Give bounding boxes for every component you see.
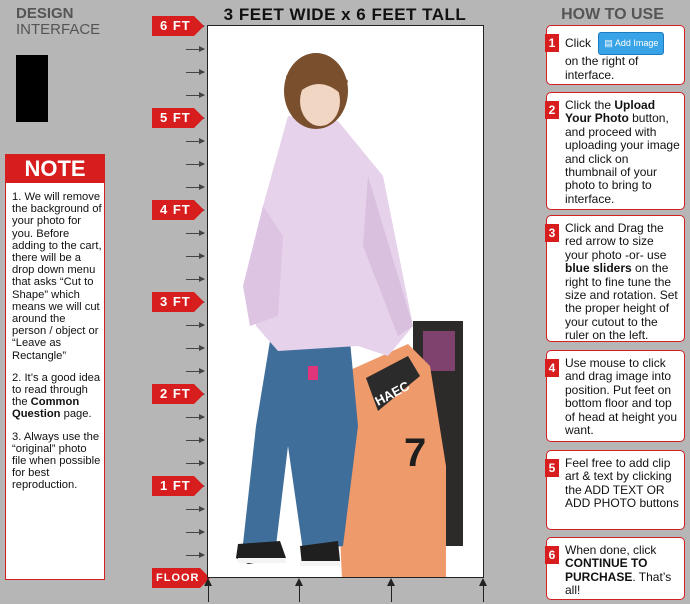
note-heading: NOTE bbox=[6, 155, 104, 183]
step-6-pre: When done, click bbox=[565, 543, 657, 557]
step-number: 6 bbox=[545, 546, 559, 564]
design-subtitle: INTERFACE bbox=[16, 21, 101, 38]
step-3 bbox=[546, 215, 685, 342]
ruler-tick bbox=[186, 187, 204, 188]
jersey-number: 7 bbox=[404, 431, 427, 475]
step-number: 2 bbox=[545, 101, 559, 119]
design-canvas[interactable] bbox=[207, 25, 484, 578]
step-1-post: on the right of interface. bbox=[565, 54, 639, 82]
step-5 bbox=[546, 450, 685, 530]
step-2 bbox=[546, 92, 685, 210]
step-6 bbox=[546, 537, 685, 600]
floor-arrow bbox=[208, 580, 209, 602]
add-image-label: Add Image bbox=[614, 38, 659, 48]
ruler-label-1ft: 1 FT bbox=[152, 476, 194, 496]
ruler-tick bbox=[186, 164, 204, 165]
ruler-tick bbox=[186, 348, 204, 349]
step-1 bbox=[546, 25, 685, 85]
step-6-text bbox=[565, 544, 680, 598]
step-4-text: Use mouse to click and drag image into position. Put feet on bottom floor and top of head at height you want. bbox=[565, 356, 678, 438]
ruler-tick bbox=[186, 371, 204, 372]
continue-to-purchase-label: CONTINUE TO PURCHASE bbox=[565, 556, 648, 584]
step-1-text bbox=[565, 32, 680, 82]
jeans bbox=[243, 341, 358, 551]
floor-arrow bbox=[391, 580, 392, 602]
common-question-link[interactable]: Common Question bbox=[12, 396, 80, 421]
ruler-label-6ft: 6 FT bbox=[152, 16, 194, 36]
ruler-tick bbox=[186, 49, 204, 50]
step-3-pre: Click and Drag the red arrow to size your photo -or- use bbox=[565, 221, 667, 262]
step-number: 5 bbox=[545, 459, 559, 477]
color-swatch[interactable] bbox=[16, 55, 48, 122]
note-item-1: 1. We will remove the background of your photo for you. Before adding to the cart, there will be a drop down menu that asks “Cut to Shape” which means we will cut around the person / object or “Leave as Rectangle” bbox=[12, 191, 102, 362]
step-2-pre: Click the bbox=[565, 98, 615, 112]
step-2-post: button, and proceed with uploading your image and click on thumbnail of your photo to bring to interface. bbox=[565, 111, 680, 206]
ruler-tick bbox=[186, 555, 204, 556]
how-to-use-title: HOW TO USE bbox=[561, 6, 664, 23]
ruler-tick bbox=[186, 95, 204, 96]
ruler-tick bbox=[186, 325, 204, 326]
ruler-label-5ft: 5 FT bbox=[152, 108, 194, 128]
floor-arrow bbox=[299, 580, 300, 602]
note-body bbox=[12, 191, 102, 502]
step-6-post: . That’s all! bbox=[565, 569, 672, 598]
cutout-photo[interactable] bbox=[208, 26, 484, 578]
blue-sliders-label: blue sliders bbox=[565, 261, 632, 276]
step-number: 3 bbox=[545, 224, 559, 242]
ruler-tick bbox=[186, 463, 204, 464]
ruler-label-floor: FLOOR bbox=[152, 568, 200, 588]
ruler-label-3ft: 3 FT bbox=[152, 292, 194, 312]
step-3-post: on the right to fine tune the size and rotation. Set the proper height of your cutout to the ruler on the left. bbox=[565, 261, 678, 343]
ruler-tick bbox=[186, 532, 204, 533]
step-number: 1 bbox=[545, 34, 559, 52]
step-number: 4 bbox=[545, 359, 559, 377]
note-item-2-text: 2. It’s a good idea to read through the bbox=[12, 371, 101, 409]
jersey-text: HAEC bbox=[372, 378, 412, 409]
ruler-tick bbox=[186, 256, 204, 257]
step-5-text: Feel free to add clip art & text by clicking the ADD TEXT OR ADD PHOTO buttons bbox=[565, 456, 679, 511]
note-panel bbox=[5, 154, 105, 580]
ruler-label-2ft: 2 FT bbox=[152, 384, 194, 404]
step-1-pre: Click bbox=[565, 35, 591, 50]
ruler-tick bbox=[186, 509, 204, 510]
canvas-title: 3 FEET WIDE x 6 FEET TALL bbox=[223, 5, 467, 24]
design-title: DESIGN bbox=[16, 5, 74, 22]
floor-arrow bbox=[483, 580, 484, 602]
ruler-tick bbox=[186, 141, 204, 142]
ruler-tick bbox=[186, 72, 204, 73]
step-2-text bbox=[565, 99, 680, 206]
note-item-3: 3. Always use the “original” photo file when possible for best reproduction. bbox=[12, 430, 101, 492]
ruler-label-4ft: 4 FT bbox=[152, 200, 194, 220]
add-image-button[interactable]: ▤ Add Image bbox=[598, 32, 664, 55]
upload-photo-label: Upload Your Photo bbox=[565, 98, 656, 126]
note-item-2 bbox=[12, 372, 102, 421]
ruler-tick bbox=[186, 417, 204, 418]
note-item-2-end: page. bbox=[60, 408, 92, 421]
ruler-tick bbox=[186, 233, 204, 234]
ruler-tick bbox=[186, 440, 204, 441]
ruler-tick bbox=[186, 279, 204, 280]
step-3-text bbox=[565, 222, 680, 343]
step-4 bbox=[546, 350, 685, 442]
